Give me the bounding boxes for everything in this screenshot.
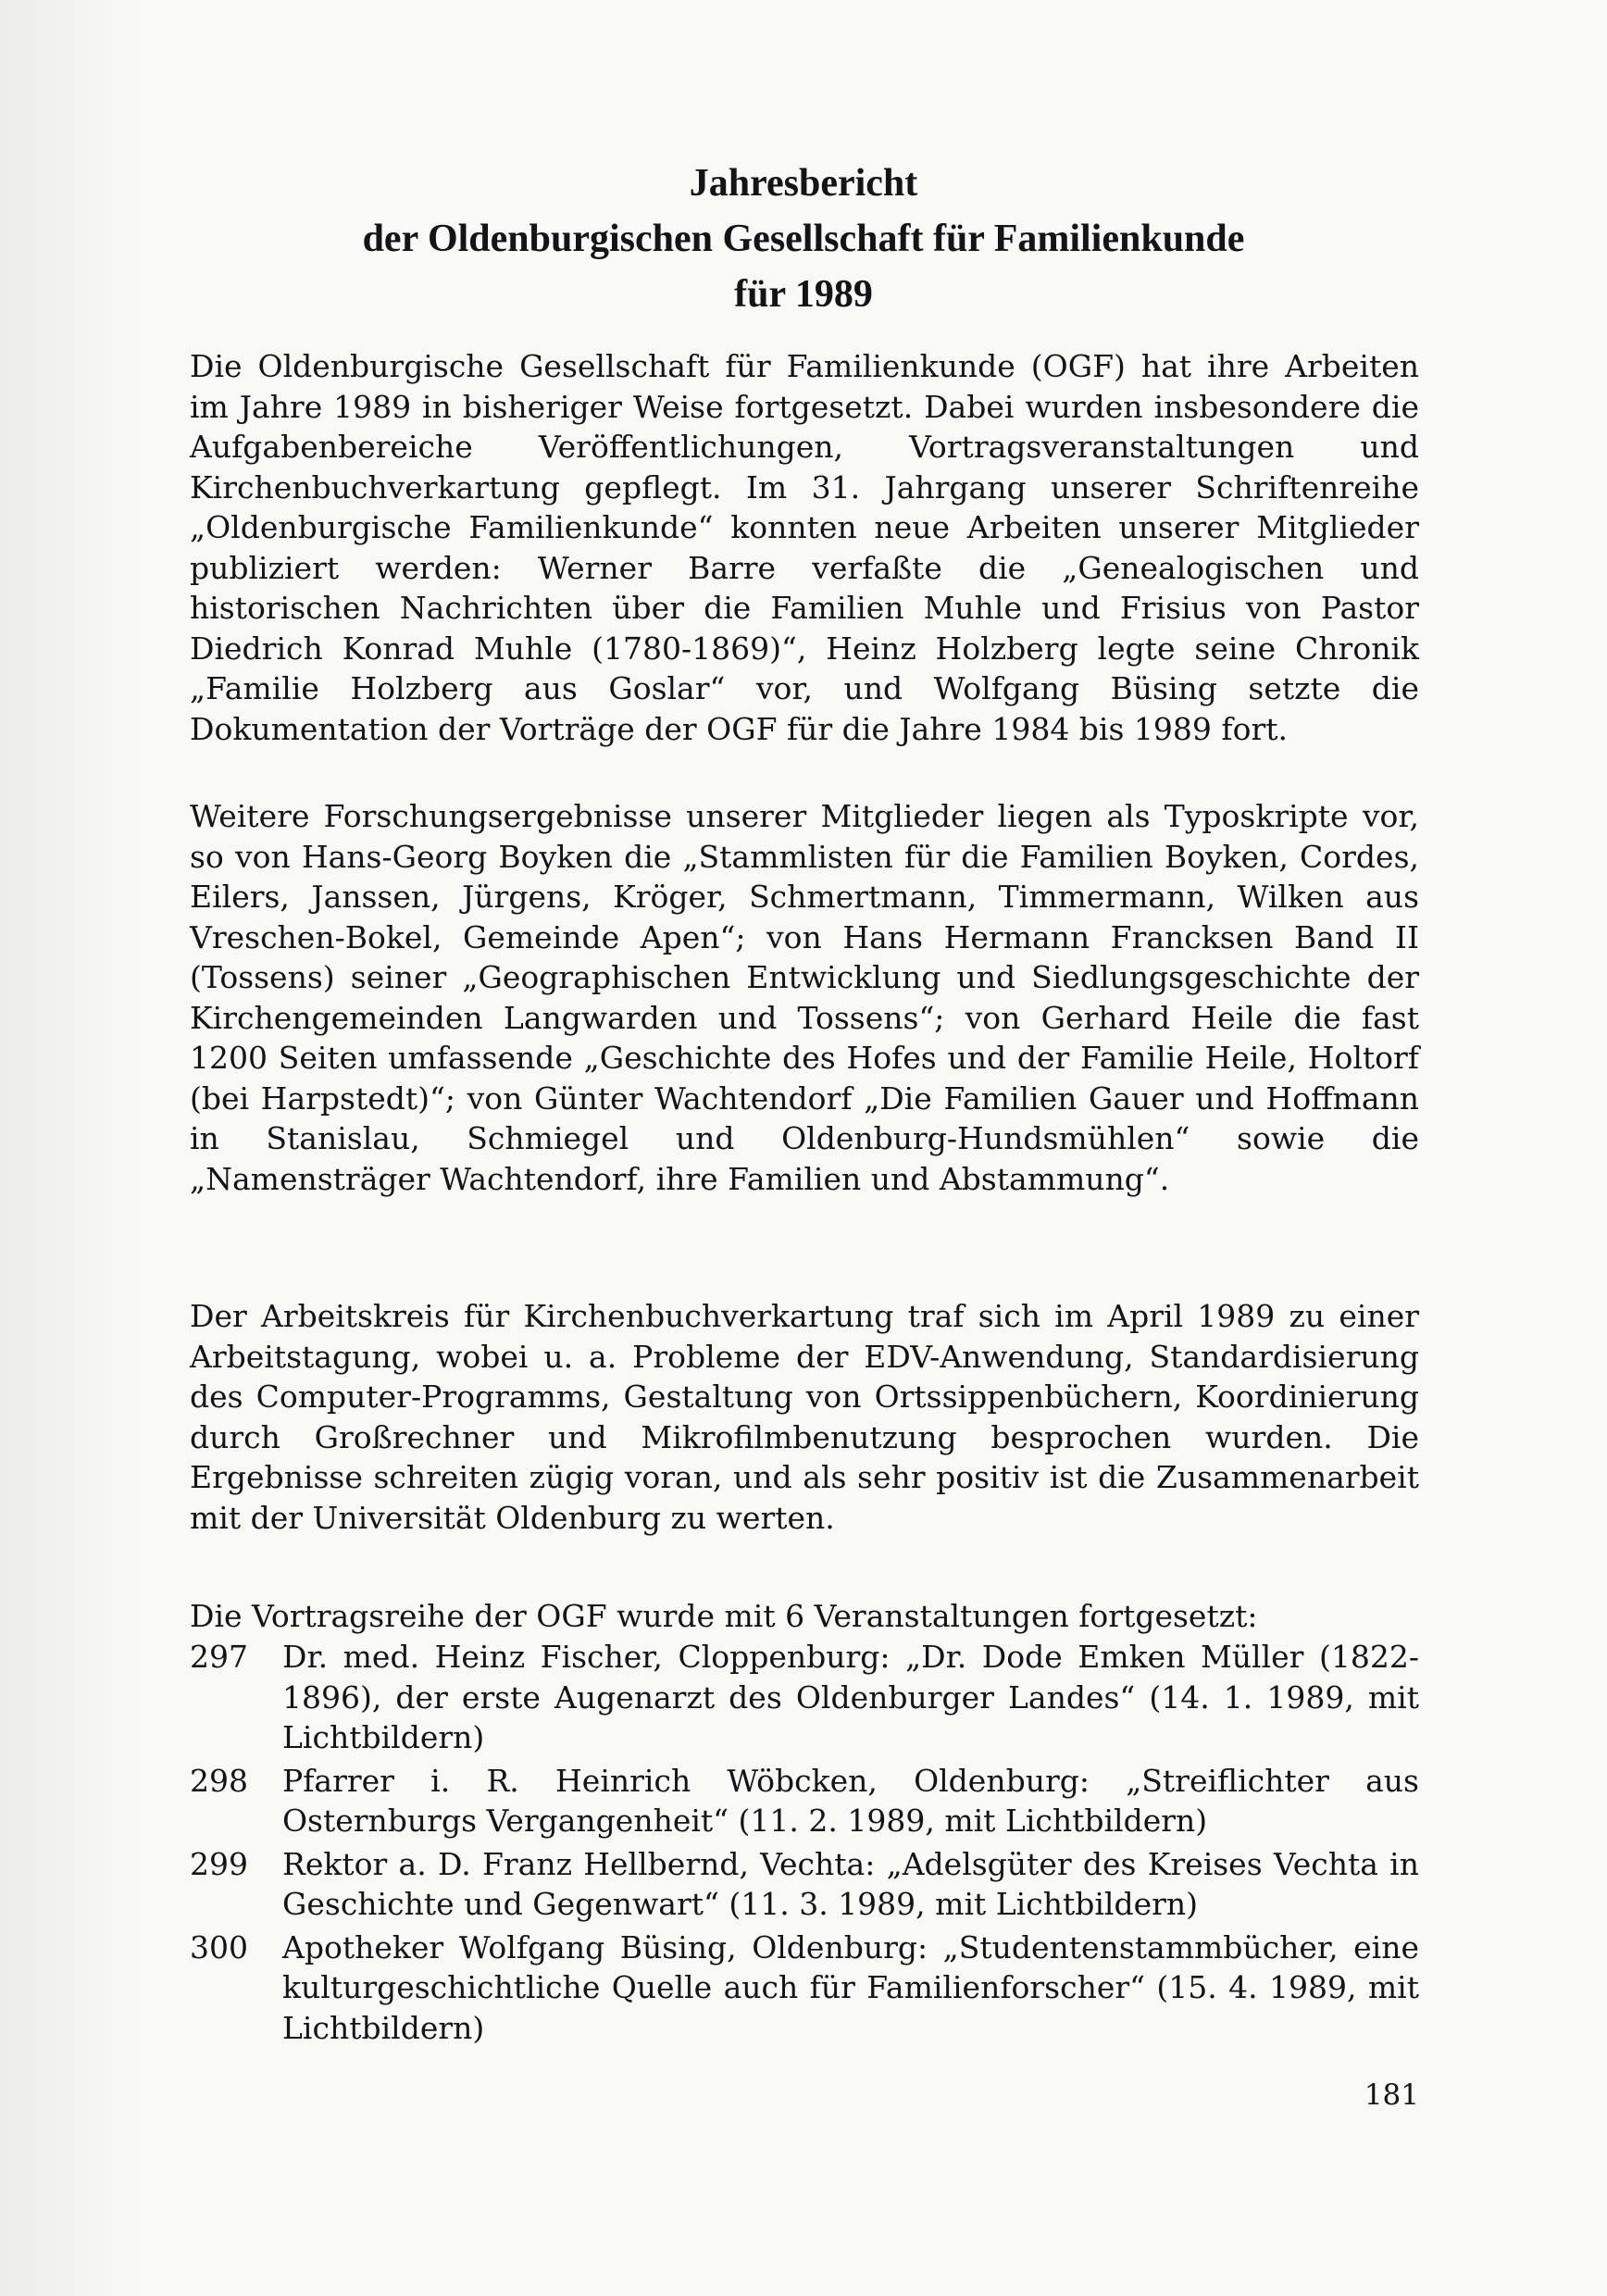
lecture-item <box>190 1844 1419 1925</box>
lecture-text: Rektor a. D. Franz Hellbernd, Vechta: „Adelsgüter des Kreises Vechta in Geschichte und Gegenwart“ (11. 3. 1989, mit Lichtbildern) <box>282 1845 1419 1922</box>
title-line-3: für 1989 <box>734 273 873 316</box>
lecture-text: Apotheker Wolfgang Büsing, Oldenburg: „Studentenstammbücher, eine kulturgeschichtliche Quelle auch für Familienforscher“ (15. 4. 1989, mit Lichtbildern) <box>282 1928 1419 2046</box>
paragraph-working-group: Der Arbeitskreis für Kirchenbuchverkartung traf sich im April 1989 zu einer Arbeitstagung, wobei u. a. Probleme der EDV-Anwendung, Standardisierung des Computer-Programms, Gestaltung von Ortssippenbüchern, Koordinierung durch Großrechner und Mikrofilmbenutzung besprochen wurden. Die Ergebnisse schreiten zügig voran, und als sehr positiv ist die Zusammenarbeit mit der Universität Oldenburg zu werten. <box>190 1298 1419 1536</box>
lecture-text: Dr. med. Heinz Fischer, Cloppenburg: „Dr. Dode Emken Müller (1822-1896), der erste Augenarzt des Oldenburger Landes“ (14. 1. 1989, mit Lichtbildern) <box>282 1639 1419 1755</box>
lecture-item <box>190 1637 1419 1758</box>
lecture-item <box>190 1761 1419 1841</box>
title-line-2: der Oldenburgischen Gesellschaft für Familienkunde <box>362 218 1245 260</box>
lecture-number: 299 <box>190 1845 248 1882</box>
lecture-list <box>190 1637 1419 2051</box>
paragraph-lecture-series: Die Vortragsreihe der OGF wurde mit 6 Veranstaltungen fortgesetzt: <box>190 1598 1258 1634</box>
page-edge-shadow <box>0 0 139 2296</box>
title-line-1: Jahresbericht <box>689 162 918 205</box>
lecture-number: 297 <box>190 1639 248 1675</box>
lecture-number: 300 <box>190 1928 248 1965</box>
lecture-item <box>190 1928 1419 2049</box>
lecture-text: Pfarrer i. R. Heinrich Wöbcken, Oldenburg: „Streiflichter aus Osternburgs Vergangenheit“ (11. 2. 1989, mit Lichtbildern) <box>282 1762 1419 1839</box>
lecture-number: 298 <box>190 1762 248 1799</box>
paragraph-publications: Die Oldenburgische Gesellschaft für Familienkunde (OGF) hat ihre Arbeiten im Jahre 1989 in bisheriger Weise fortgesetzt. Dabei wurden insbesondere die Aufgabenbereiche Veröffentlichungen, Vortragsveranstaltungen und Kirchenbuchverkartung gepflegt. Im 31. Jahrgang unserer Schriftenreihe „Oldenburgische Familienkunde“ konnten neue Arbeiten unserer Mitglieder publiziert werden: Werner Barre verfaßte die „Genealogischen und historischen Nachrichten über die Familien Muhle und Frisius von Pastor Diedrich Konrad Muhle (1780-1869)“, Heinz Holzberg legte seine Chronik „Familie Holzberg aus Goslar“ vor, und Wolfgang Büsing setzte die Dokumentation der Vorträge der OGF für die Jahre 1984 bis 1989 fort. <box>190 348 1419 747</box>
page-number: 181 <box>1364 2078 1419 2112</box>
document-title <box>0 156 1607 322</box>
paragraph-typescripts: Weitere Forschungsergebnisse unserer Mitglieder liegen als Typoskripte vor, so von Hans-Georg Boyken die „Stammlisten für die Familien Boyken, Cordes, Eilers, Janssen, Jürgens, Kröger, Schmertmann, Timmermann, Wilken aus Vreschen-Bokel, Gemeinde Apen“; von Hans Hermann Francksen Band II (Tossens) seiner „Geographischen Entwicklung und Siedlungsgeschichte der Kirchengemeinden Langwarden und Tossens“; von Gerhard Heile die fast 1200 Seiten umfassende „Geschichte des Hofes und der Familie Heile, Holtorf (bei Harpstedt)“; von Günter Wachtendorf „Die Familien Gauer und Hoffmann in Stanislau, Schmiegel und Oldenburg-Hundsmühlen“ sowie die „Namensträger Wachtendorf, ihre Familien und Abstammung“. <box>190 798 1419 1197</box>
